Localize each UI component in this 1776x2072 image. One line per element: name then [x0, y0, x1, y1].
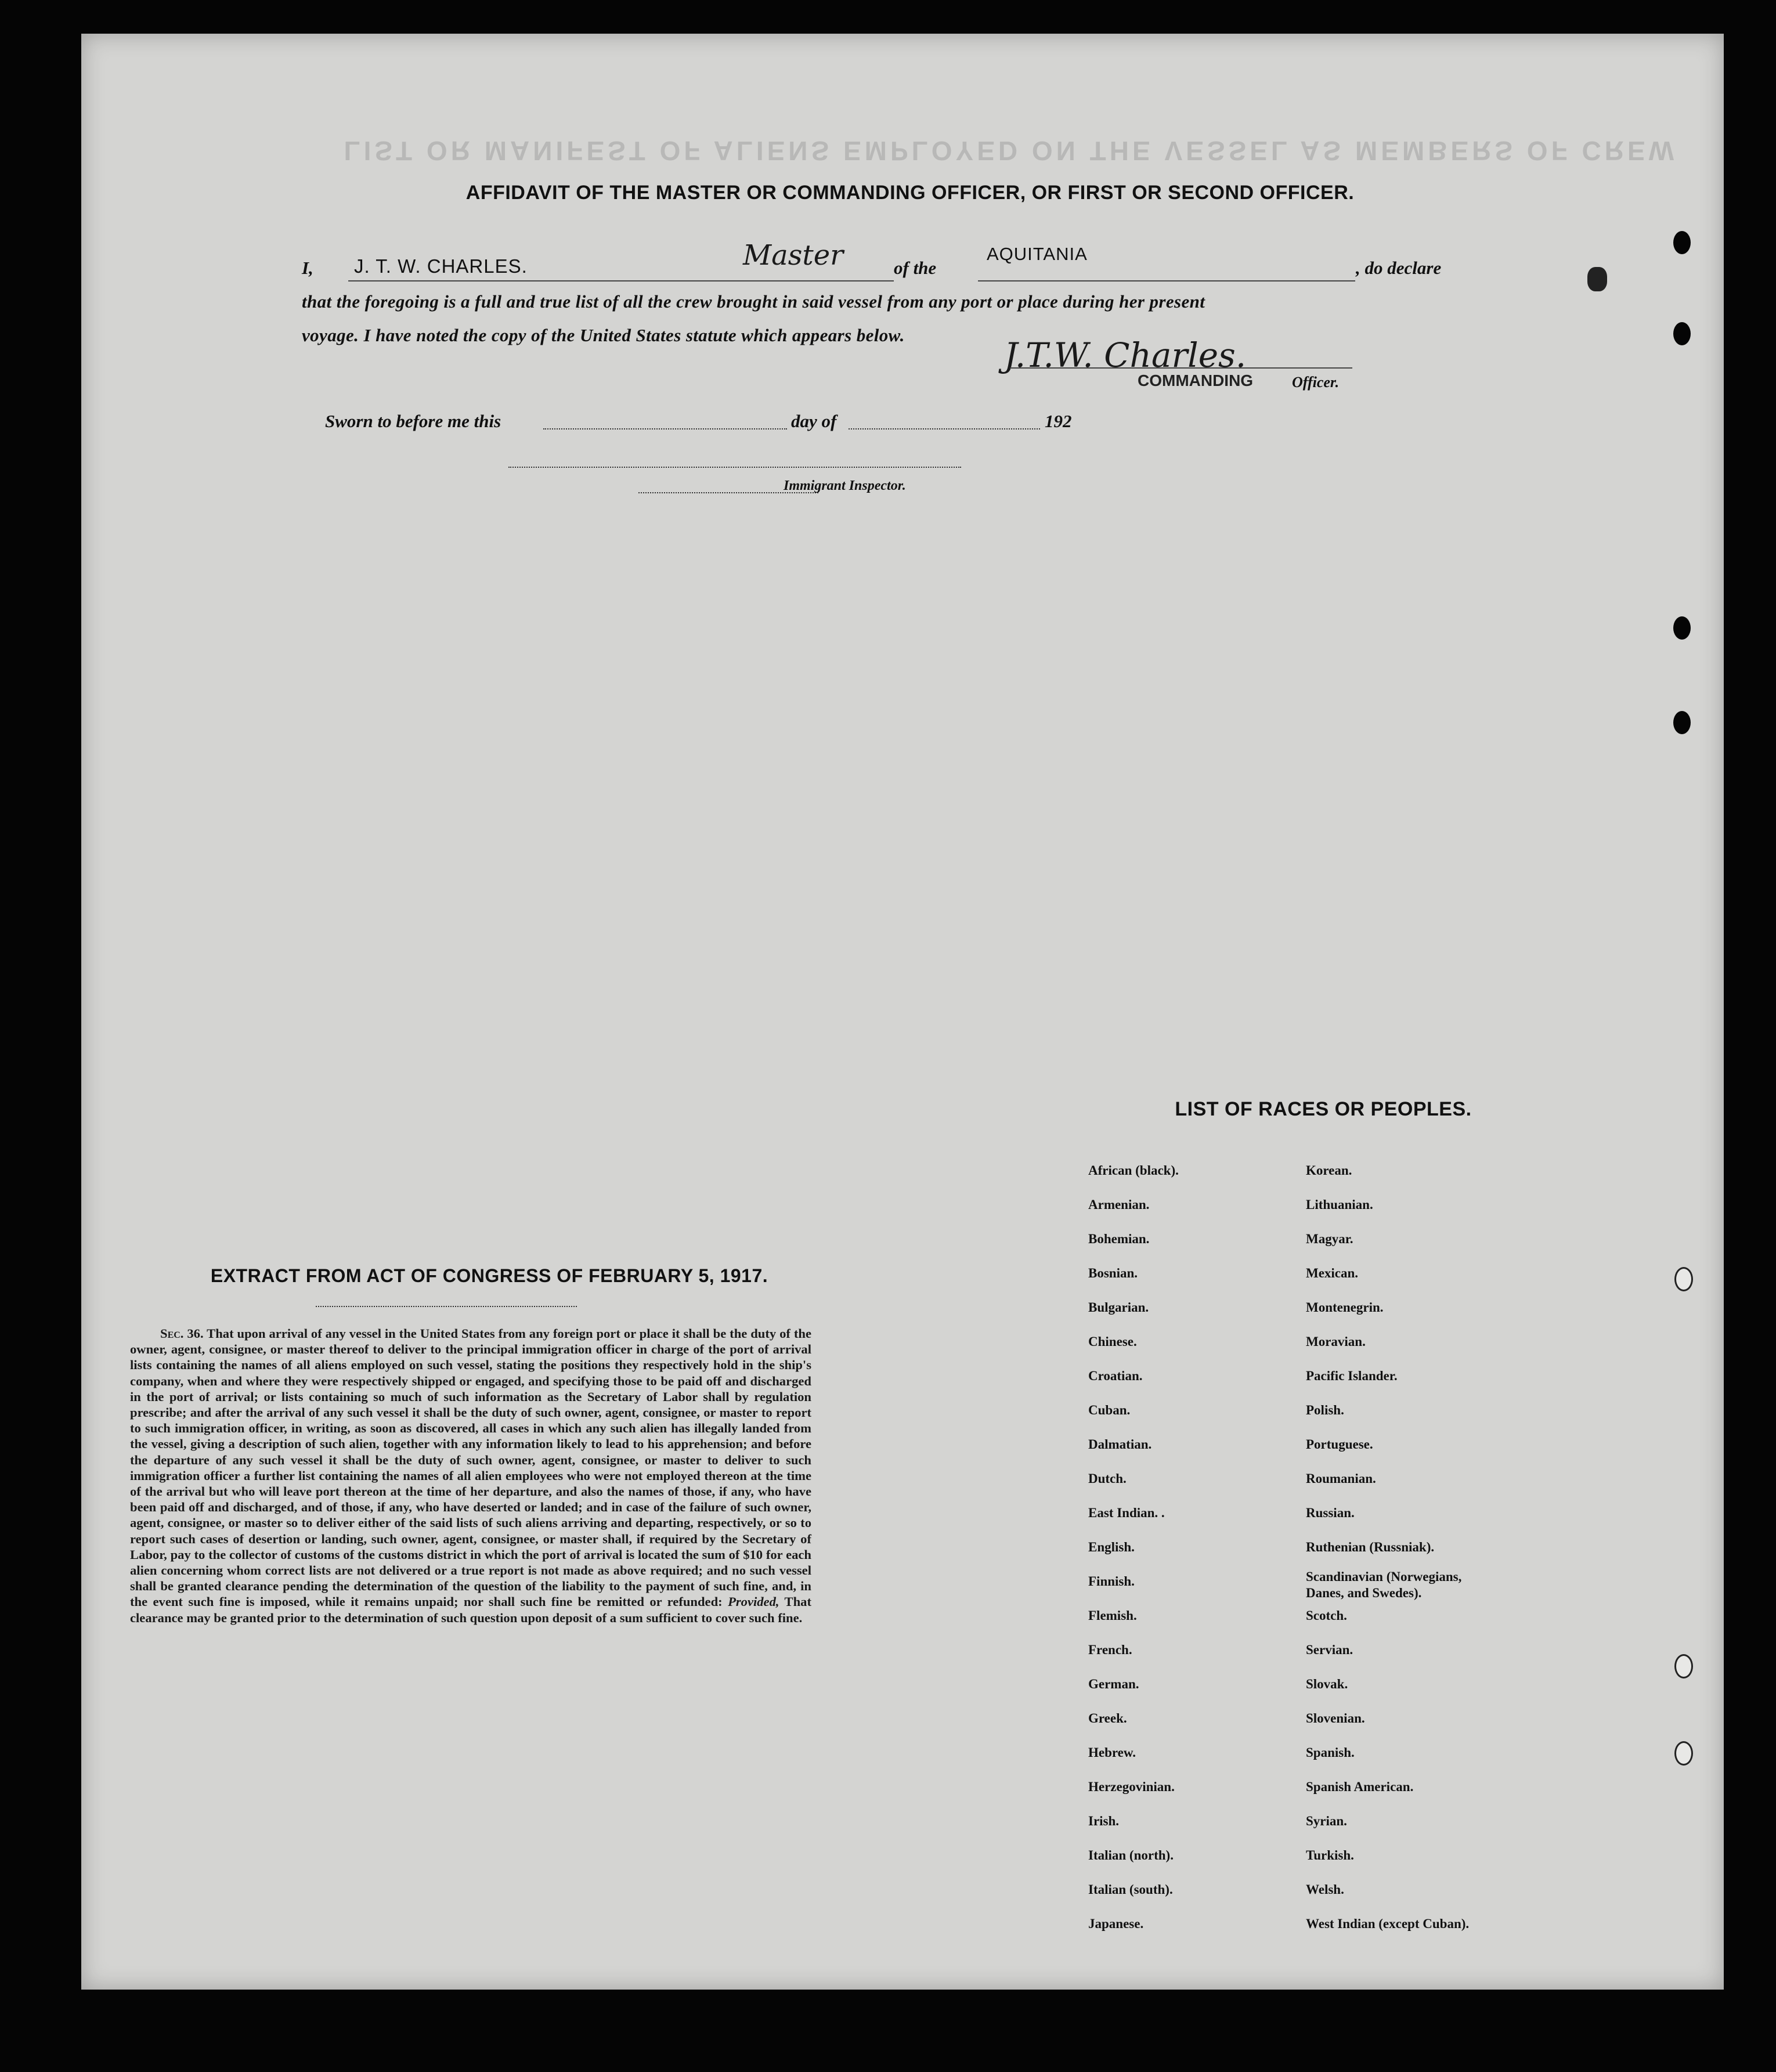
- sworn-month-line: [849, 428, 1040, 429]
- race-item: Russian.: [1306, 1506, 1355, 1520]
- provided-label: Provided,: [728, 1594, 779, 1609]
- binder-hole: [1673, 322, 1691, 345]
- race-item: Slovak.: [1306, 1677, 1348, 1691]
- vessel-name: AQUITANIA: [987, 244, 1088, 264]
- race-item: Greek.: [1088, 1711, 1127, 1726]
- handwritten-title: Master: [743, 239, 844, 272]
- race-item: West Indian (except Cuban).: [1306, 1916, 1470, 1931]
- master-signature: J.T.W. Charles.: [1004, 335, 1247, 375]
- inspector-label: Immigrant Inspector.: [784, 478, 906, 493]
- officer-label: Officer.: [1292, 374, 1340, 391]
- race-item: Mexican.: [1306, 1266, 1359, 1280]
- affidavit-i: I,: [302, 258, 313, 278]
- race-item: Bulgarian.: [1088, 1300, 1149, 1315]
- affidavit-line2: that the foregoing is a full and true list of all the crew brought in said vessel from any port or place during her present: [302, 291, 1205, 312]
- race-item: Italian (north).: [1088, 1848, 1174, 1862]
- race-item: Scotch.: [1306, 1608, 1347, 1623]
- binder-hole: [1674, 1267, 1693, 1291]
- race-item: Polish.: [1306, 1403, 1344, 1417]
- race-item: Cuban.: [1088, 1403, 1131, 1417]
- binder-hole: [1674, 1654, 1693, 1678]
- races-left-column: [1088, 1153, 1179, 1941]
- race-item: Slovenian.: [1306, 1711, 1365, 1726]
- race-item: African (black).: [1088, 1163, 1179, 1178]
- of-the-label: of the: [894, 258, 937, 278]
- binder-hole: [1673, 711, 1691, 734]
- binder-hole: [1674, 1741, 1693, 1766]
- race-item: Ruthenian (Russniak).: [1306, 1540, 1435, 1554]
- do-declare-label: , do declare: [1356, 258, 1442, 278]
- race-item: Finnish.: [1088, 1574, 1135, 1589]
- race-item: French.: [1088, 1643, 1132, 1657]
- affidavit-title: AFFIDAVIT OF THE MASTER OR COMMANDING OFFICER, OR FIRST OR SECOND OFFICER.: [465, 182, 1355, 204]
- race-item: English.: [1088, 1540, 1135, 1554]
- signature-line: [1010, 367, 1352, 369]
- race-item: Magyar.: [1306, 1232, 1353, 1246]
- vessel-line: [978, 280, 1355, 281]
- race-item: Irish.: [1088, 1814, 1120, 1828]
- affidavit-line3: voyage. I have noted the copy of the United States statute which appears below.: [302, 325, 905, 345]
- race-item: Lithuanian.: [1306, 1197, 1373, 1212]
- race-item: Italian (south).: [1088, 1882, 1173, 1897]
- race-item: Armenian.: [1088, 1197, 1150, 1212]
- race-item: Scandinavian (Norwegians, Danes, and Swedes).: [1306, 1569, 1462, 1600]
- bleed-through-text: LIST OR MANIFEST OF ALIENS EMPLOYED ON THE VESSEL AS MEMBERS OF CREW: [344, 136, 1677, 166]
- binder-hole: [1673, 231, 1691, 254]
- races-right-column: [1306, 1153, 1497, 1941]
- section-text: That upon arrival of any vessel in the United States from any foreign port or place it shall be the duty of the owner, agent, consignee, or master thereof to deliver to the principal immigration officer in charge of the port of arrival lists containing the names of all aliens employed on such vessel, stating the positions they respectively hold in the ship's company, when and where they were respectively shipped or engaged, and specifying those to be paid off and discharged in the port of arrival; or lists containing so much of such information as the Secretary of Labor shall by regulation prescribe; and after the arrival of any such vessel it shall be the duty of such owner, agent, consignee, or master to report to such immigration officer, in writing, as soon as discovered, all cases in which any such alien has illegally landed from the vessel, giving a description of such alien, together with any information likely to lead to his apprehension; and before the departure of any such vessel it shall be the duty of such owner, agent, consignee, or master to deliver to such immigration officer a further list containing the names of all alien employees who were not employed thereon at the time of the arrival but who will leave port thereon at the time of her departure, and also the names of those, if any, who have been paid off and discharged, and of those, if any, who have deserted or landed; and in case of the failure of such owner, agent, consignee, or master so to deliver either of the said lists of such aliens arriving and departing, respectively, or so to report such cases of desertion or landing, such owner, agent, consignee, or master shall, if required by the Secretary of Labor, pay to the collector of customs of the customs district in which the port of arrival is located the sum of $10 for each alien concerning whom correct lists are not delivered or a true report is not made as above required; and no such vessel shall be granted clearance pending the determination of the question of the liability to the payment of such fine, and, in the event such fine is imposed, while it remains unpaid; nor shall such fine be remitted or refunded:: [130, 1326, 811, 1609]
- race-item: Servian.: [1306, 1643, 1353, 1657]
- race-item: Korean.: [1306, 1163, 1352, 1178]
- commanding-stamp: COMMANDING: [1138, 371, 1254, 389]
- extract-title-rule: [316, 1306, 577, 1307]
- race-item: Chinese.: [1088, 1334, 1137, 1349]
- race-item: Dutch.: [1088, 1471, 1127, 1486]
- year-label: 192: [1045, 411, 1072, 431]
- race-item: Turkish.: [1306, 1848, 1354, 1862]
- day-of-label: day of: [791, 411, 837, 431]
- race-item: East Indian. .: [1088, 1506, 1165, 1520]
- master-name: J. T. W. CHARLES.: [354, 255, 528, 277]
- provided-text: That clearance may be granted prior to the determination of such question upon deposit of a sum sufficient to cover such fine.: [130, 1594, 811, 1625]
- race-item: Montenegrin.: [1306, 1300, 1384, 1315]
- race-item: Dalmatian.: [1088, 1437, 1152, 1452]
- extract-title: EXTRACT FROM ACT OF CONGRESS OF FEBRUARY 5, 1917.: [210, 1265, 768, 1286]
- race-item: German.: [1088, 1677, 1139, 1691]
- races-title: LIST OF RACES OR PEOPLES.: [1175, 1098, 1472, 1120]
- race-item: Portuguese.: [1306, 1437, 1373, 1452]
- race-item: Syrian.: [1306, 1814, 1347, 1828]
- race-item: Moravian.: [1306, 1334, 1366, 1349]
- race-item: Bohemian.: [1088, 1232, 1150, 1246]
- race-item: Spanish.: [1306, 1745, 1355, 1760]
- extract-body: [130, 1326, 811, 1626]
- binder-hole: [1673, 616, 1691, 640]
- race-item: Herzegovinian.: [1088, 1779, 1175, 1794]
- race-item: Croatian.: [1088, 1369, 1143, 1383]
- race-item: Flemish.: [1088, 1608, 1137, 1623]
- race-item: Hebrew.: [1088, 1745, 1136, 1760]
- section-label: Sec. 36.: [160, 1326, 204, 1341]
- name-line: [348, 280, 894, 281]
- ink-blot: [1587, 267, 1607, 291]
- race-item: Welsh.: [1306, 1882, 1344, 1897]
- race-item: Japanese.: [1088, 1916, 1144, 1931]
- race-item: Spanish American.: [1306, 1779, 1414, 1794]
- manifest-page: [81, 34, 1724, 1990]
- race-item: Roumanian.: [1306, 1471, 1376, 1486]
- race-item: Bosnian.: [1088, 1266, 1138, 1280]
- sworn-day-line: [543, 428, 787, 429]
- sworn-label: Sworn to before me this: [325, 411, 501, 431]
- race-item: Pacific Islander.: [1306, 1369, 1398, 1383]
- inspector-signature-line: [508, 467, 961, 468]
